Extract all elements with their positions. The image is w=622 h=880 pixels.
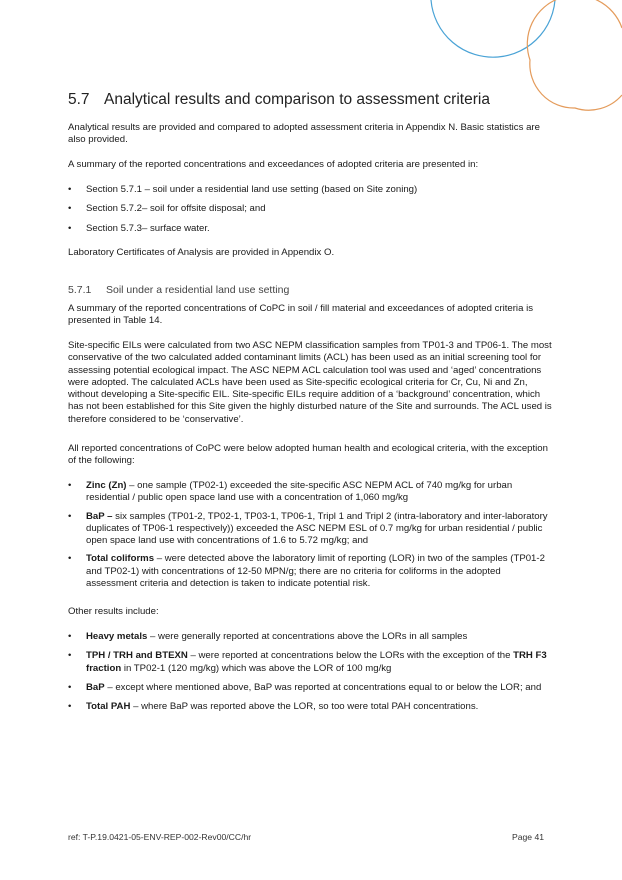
subsection-heading	[68, 284, 289, 296]
intro-paragraph-1: Analytical results are provided and compared to adopted assessment criteria in Appendix N. Basic statistics are also provided.	[68, 122, 540, 146]
orange-circle-arc	[527, 0, 622, 110]
section-number: 5.7	[68, 91, 90, 108]
intro-paragraph-3: Laboratory Certificates of Analysis are provided in Appendix O.	[68, 247, 335, 258]
list-item: • Total coliforms – were detected above the laboratory limit of reporting (LOR) in two of the samples (TP01-2 and TP02-1) with concentrations of 12-50 MPN/g; there are no criteria for coliforms in the adopted assessment criteria and detection is taken to indicate potential risk.	[68, 553, 545, 590]
list-item: • BaP – except where mentioned above, BaP was reported at concentrations equal to or below the LOR; and	[68, 681, 542, 693]
blue-circle-arc	[431, 0, 560, 57]
page-number: Page 41	[512, 832, 545, 842]
list-item: • Section 5.7.1 – soil under a residential land use setting (based on Site zoning)	[68, 184, 418, 195]
subsection-title: Soil under a residential land use setting	[106, 284, 290, 296]
list-item: • Total PAH – where BaP was reported above the LOR, so too were total PAH concentrations.	[68, 701, 479, 713]
exceptions-list	[68, 480, 554, 590]
subsection-paragraph-1: A summary of the reported concentrations of CoPC in soil / fill material and exceedances of adopted criteria is presented in Table 14.	[68, 303, 533, 327]
other-results-list	[68, 631, 554, 713]
section-heading	[68, 91, 490, 109]
list-item: • TPH / TRH and BTEXN – were reported at concentrations below the LORs with the exception of the TRH F3 fraction in TP02-1 (120 mg/kg) which was above the LOR of 100 mg/kg	[68, 650, 547, 674]
subsection-paragraph-3: All reported concentrations of CoPC were below adopted human health and ecological criteria, with the exception of the following:	[68, 443, 548, 467]
list-item: • Section 5.7.2– soil for offsite disposal; and	[68, 203, 266, 215]
subsection-paragraph-2: Site-specific EILs were calculated from two ASC NEPM classification samples from TP01-3 and TP06-1. The most conservative of the two calculated added contaminant limits (ACL) has been used as an initial screening tool for assessing potential ecological impact. The ASC NEPM ACL calculation tool was used and ‘aged’ concentrations were adopted. The calculated ACLs have been used as Site-specific ecological criteria for Cr, Cu, Ni and Zn, without developing a Site-specific EIL. Site-specific EILs require addition of a ‘background’ concentration, which has not been established for this Site given the highly disturbed nature of the Site and surrounds. The ACL used is therefore considered to be ‘conservative’.	[68, 340, 552, 425]
list-item: • BaP – six samples (TP01-2, TP02-1, TP03-1, TP06-1, Tripl 1 and Tripl 2 (intra-laboratory and inter-laboratory duplicates of TP06-1 respectively)) exceeded the ASC NEPM ESL of 0.7 mg/kg for urban residential / public open space land use with concentrations of 1.6 to 5.72 mg/kg; and	[68, 510, 548, 547]
list-item: • Zinc (Zn) – one sample (TP02-1) exceeded the site-specific ASC NEPM ACL of 740 mg/kg for urban residential / public open space land use with a concentration of 1,060 mg/kg	[68, 480, 513, 504]
intro-paragraph-2: A summary of the reported concentrations and exceedances of adopted criteria are presented in:	[68, 159, 479, 170]
section-title: Analytical results and comparison to assessment criteria	[104, 91, 490, 108]
footer-reference: ref: T-P.19.0421-05-ENV-REP-002-Rev00/CC/hr	[68, 832, 252, 842]
subsection-number: 5.7.1	[68, 284, 92, 296]
section-list	[68, 184, 554, 235]
list-item: • Section 5.7.3– surface water.	[68, 222, 210, 234]
subsection-paragraph-4: Other results include:	[68, 606, 159, 617]
list-item: • Heavy metals – were generally reported at concentrations above the LORs in all samples	[68, 631, 468, 642]
